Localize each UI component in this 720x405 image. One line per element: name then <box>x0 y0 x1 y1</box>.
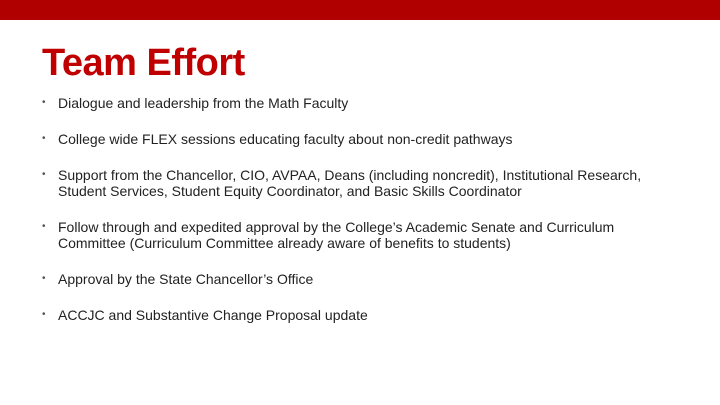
bullet-marker: • <box>42 169 46 180</box>
slide-title: Team Effort <box>42 42 245 84</box>
bullet-text: Approval by the State Chancellor’s Office <box>58 271 314 287</box>
bullet-list <box>42 95 682 343</box>
bullet-item <box>42 131 682 147</box>
bullet-item <box>42 167 682 199</box>
bullet-marker: • <box>42 309 46 320</box>
bullet-item <box>42 307 682 323</box>
bullet-text: Follow through and expedited approval by the College’s Academic Senate and Curriculum Committee (Curriculum Committee already aware of benefits to students) <box>58 219 615 251</box>
bullet-text: ACCJC and Substantive Change Proposal update <box>58 307 368 323</box>
bullet-marker: • <box>42 221 46 232</box>
bullet-text: Dialogue and leadership from the Math Faculty <box>58 95 349 111</box>
bullet-text: College wide FLEX sessions educating faculty about non-credit pathways <box>58 131 513 147</box>
bullet-item <box>42 95 682 111</box>
top-accent-bar <box>0 0 720 20</box>
bullet-item <box>42 271 682 287</box>
bullet-text: Support from the Chancellor, CIO, AVPAA, Deans (including noncredit), Institutional Research, Student Services, Student Equity Coordinator, and Basic Skills Coordinator <box>58 167 642 199</box>
bullet-marker: • <box>42 133 46 144</box>
bullet-item <box>42 219 682 251</box>
bullet-marker: • <box>42 273 46 284</box>
bullet-marker: • <box>42 97 46 108</box>
